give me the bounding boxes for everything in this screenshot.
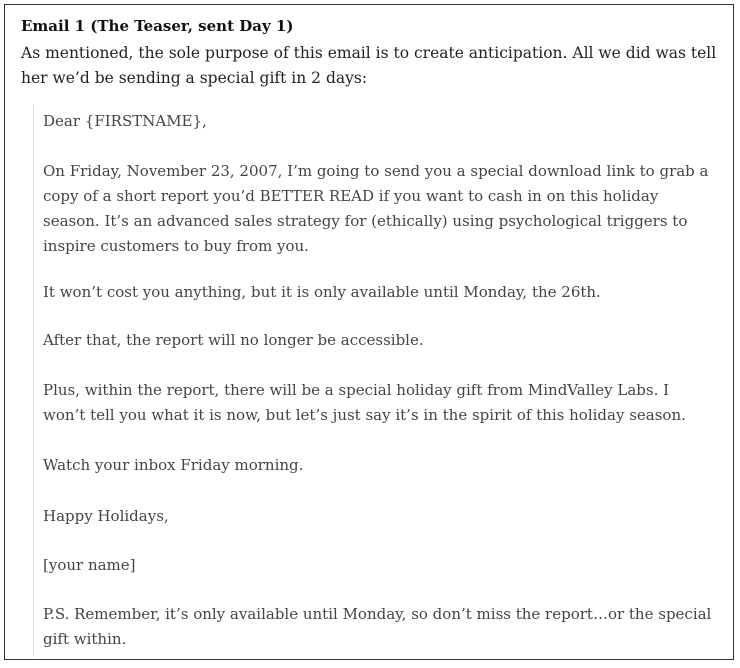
email-postscript: P.S. Remember, it’s only available until Monday, so don’t miss the report…or the special gift within. <box>43 605 712 648</box>
section-heading: Email 1 (The Teaser, sent Day 1) <box>21 17 294 35</box>
email-paragraph-5: Watch your inbox Friday morning. <box>43 456 304 474</box>
email-paragraph-1: On Friday, November 23, 2007, I’m going to send you a special download link to grab a copy of a short report you’d BETTER READ if you want to cash in on this holiday season. It’s an advanced sales strategy for (ethically) using psychological triggers to inspire customers to buy from you. <box>43 162 709 255</box>
intro-paragraph: As mentioned, the sole purpose of this email is to create anticipation. All we did was tell her we’d be sending a special gift in 2 days: <box>21 44 717 87</box>
email-signature: [your name] <box>43 556 136 574</box>
email-paragraph-2: It won’t cost you anything, but it is only available until Monday, the 26th. <box>43 283 601 301</box>
email-paragraph-4: Plus, within the report, there will be a special holiday gift from MindValley Labs. I won’t tell you what it is now, but let’s just say it’s in the spirit of this holiday season. <box>43 381 686 424</box>
email-signoff: Happy Holidays, <box>43 507 169 525</box>
email-paragraph-3: After that, the report will no longer be accessible. <box>43 331 424 349</box>
email-greeting: Dear {FIRSTNAME}, <box>43 112 207 130</box>
